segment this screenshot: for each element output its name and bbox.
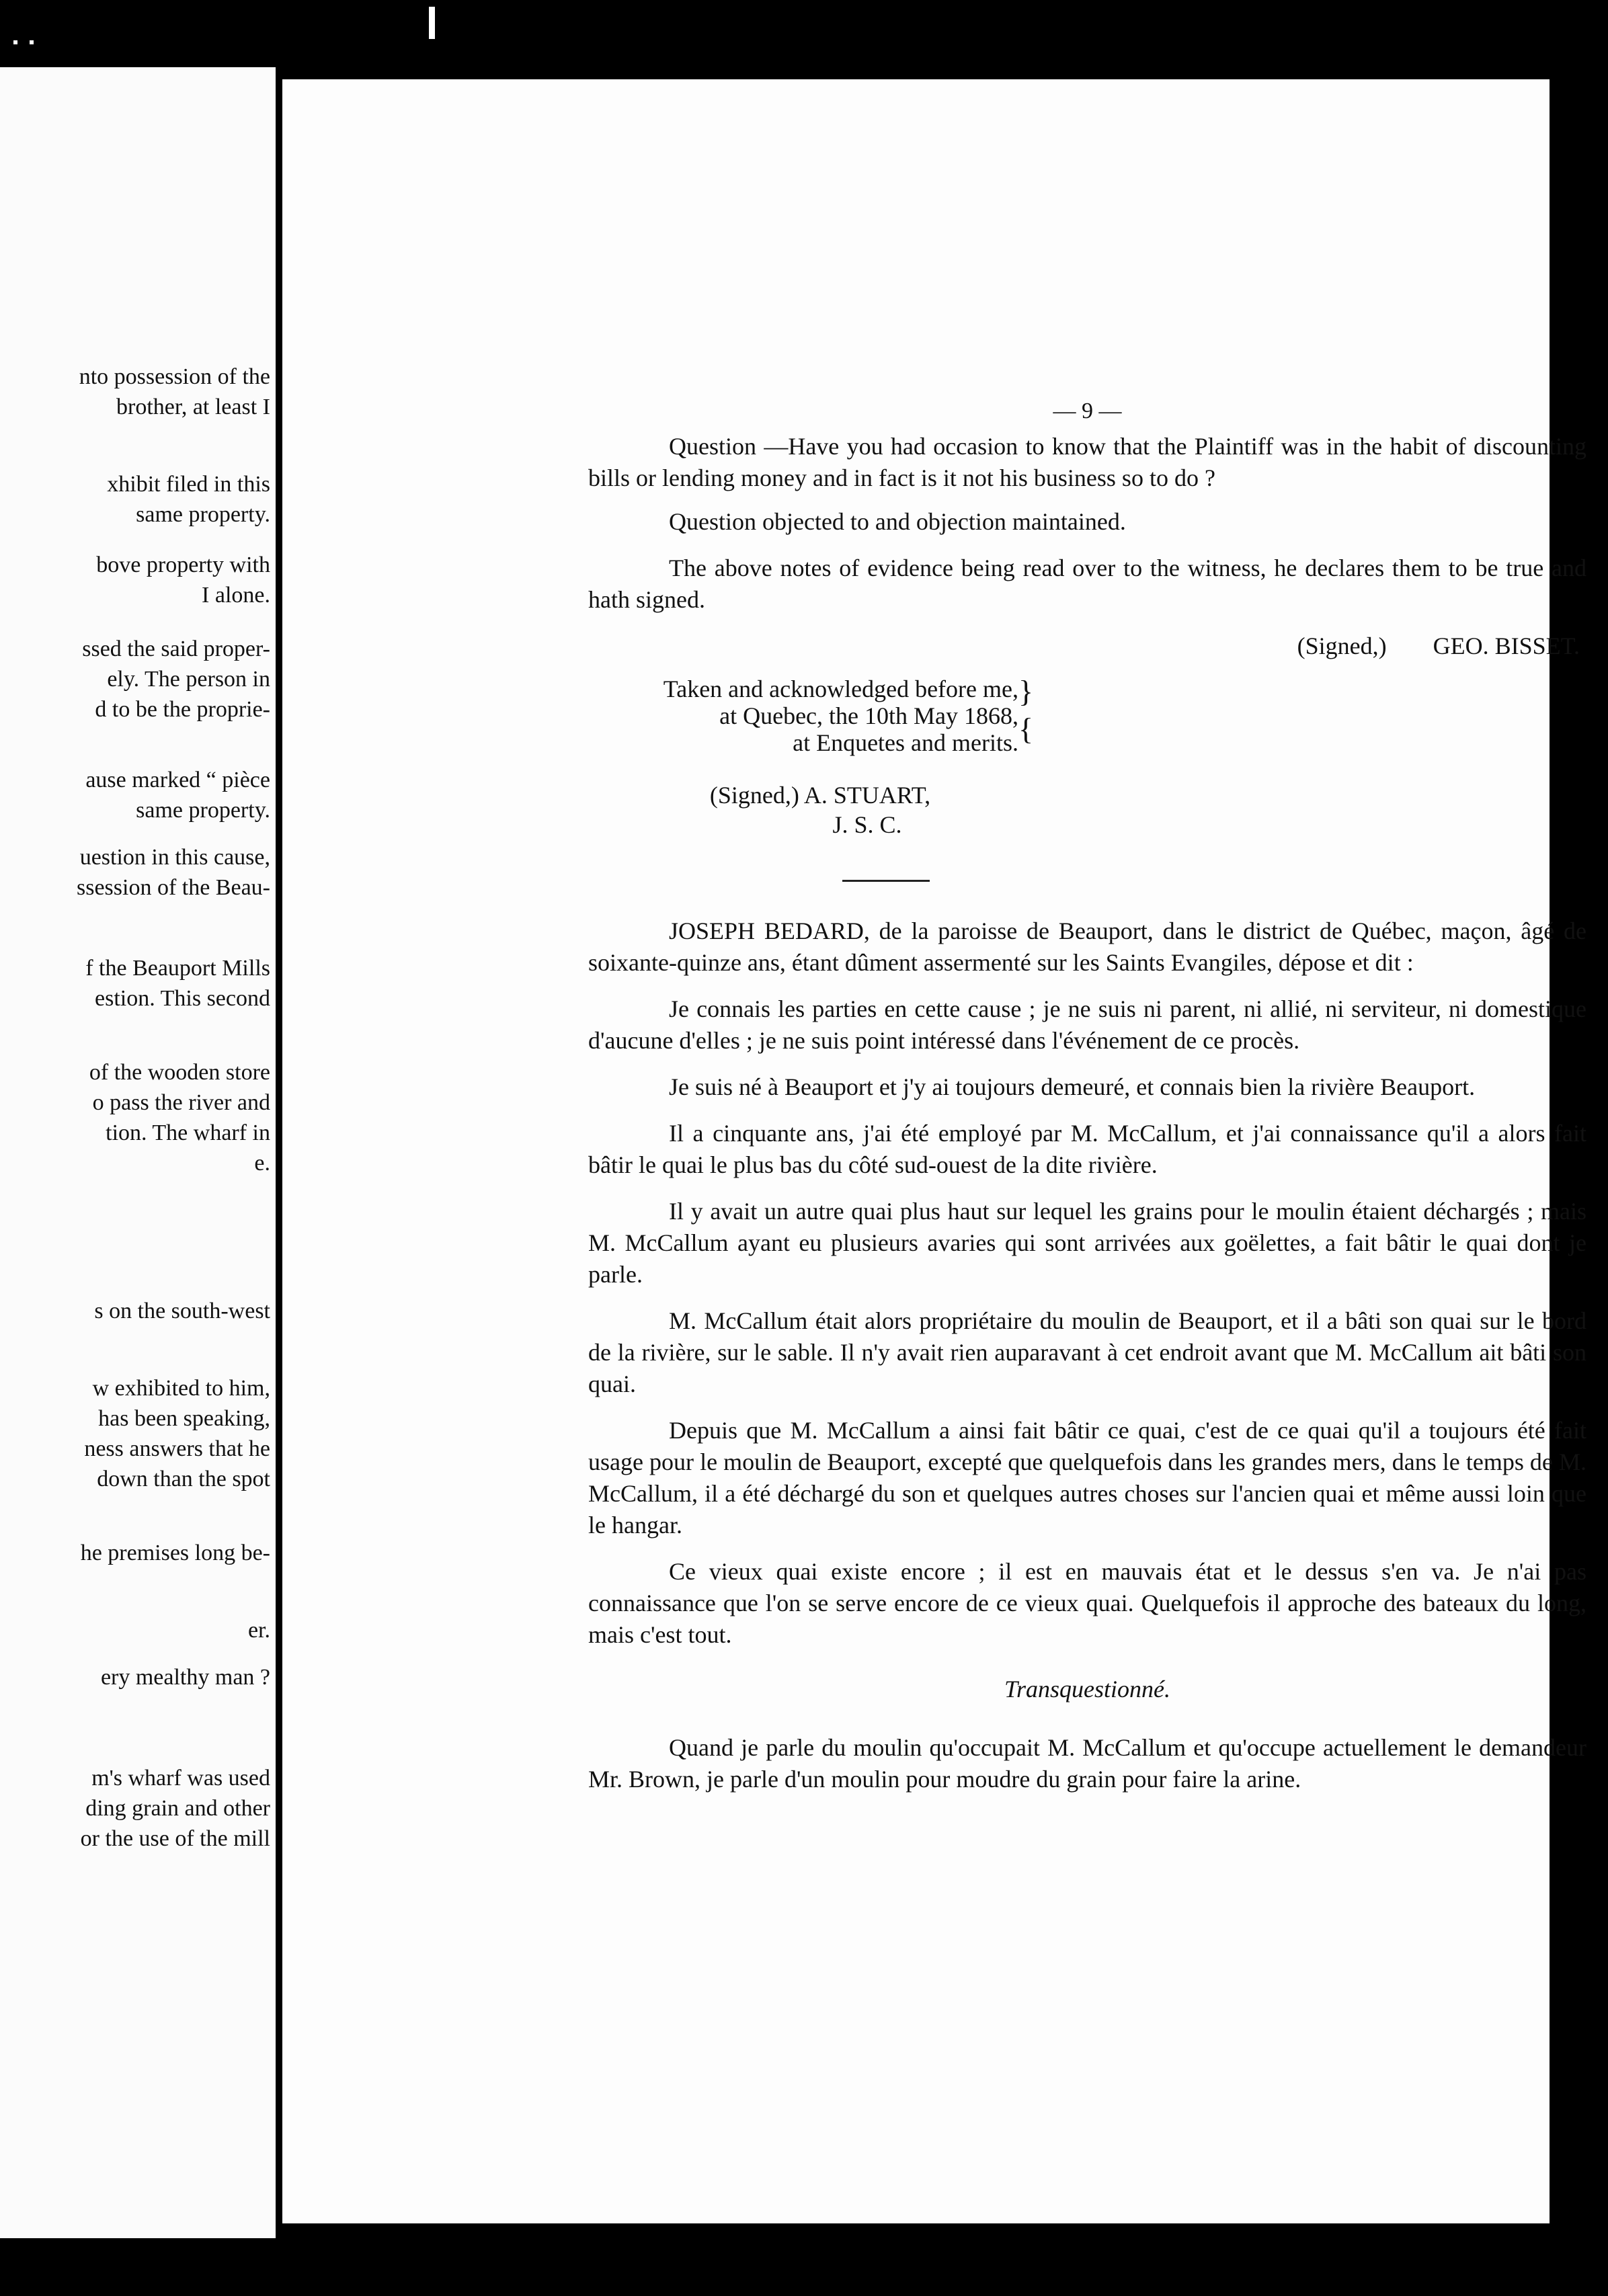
brace-mark: { <box>1018 712 1034 746</box>
left-page-line: e. <box>254 1151 270 1176</box>
left-page-line: d to be the proprie- <box>95 697 270 722</box>
left-page-line: ssession of the Beau- <box>76 875 270 900</box>
left-page-line: ding grain and other <box>85 1796 270 1821</box>
left-page-line: ause marked “ pièce <box>85 768 270 792</box>
ack-line: Taken and acknowledged before me, <box>663 675 1018 702</box>
deponent-intro: JOSEPH BEDARD, de la paroisse de Beauport, dans le district de Québec, maçon, âgé de soixante-quinze ans, étant dûment assermenté sur les Saints Evangiles, dépose et dit : <box>588 917 1586 976</box>
film-mark <box>13 40 17 44</box>
section-divider <box>842 880 930 882</box>
left-page-line: has been speaking, <box>98 1406 270 1431</box>
page-number: — 9 — <box>1053 399 1122 423</box>
read-over-paragraph: The above notes of evidence being read over to the witness, he declares them to be true and hath signed. <box>588 555 1586 613</box>
acknowledgement-block <box>588 675 1586 839</box>
left-page-line: or the use of the mill <box>80 1826 270 1851</box>
brace-mark: } <box>1018 674 1034 708</box>
left-page-line: er. <box>247 1618 270 1643</box>
film-mark <box>429 7 435 39</box>
signed-label: (Signed,) <box>1297 632 1387 659</box>
testimony-paragraph: Je connais les parties en cette cause ; je ne suis ni parent, ni allié, ni serviteur, ni domestique d'aucune d'elles ; je ne suis point intéressé dans l'événement de ce procès. <box>588 995 1586 1054</box>
left-page-fragment <box>0 67 276 2238</box>
left-page-line: same property. <box>136 502 270 527</box>
left-page-line: he premises long be- <box>80 1541 270 1565</box>
ack-line: at Quebec, the 10th May 1868, <box>719 702 1018 729</box>
testimony-paragraph: Il y avait un autre quai plus haut sur lequel les grains pour le moulin étaient déchargés ; mais M. McCallum ayant eu plusieurs avaries qui sont arrivées aux goëlettes, a fait bâtir le quai dont je parle. <box>588 1198 1586 1288</box>
left-page-line: w exhibited to him, <box>92 1376 270 1401</box>
page-body <box>588 395 1586 1810</box>
left-page-line: brother, at least I <box>116 395 270 419</box>
witness-name: GEO. BISSET. <box>1433 632 1580 659</box>
judge-signature <box>588 780 1052 839</box>
acknowledgement-text <box>588 675 1018 756</box>
left-page-line: same property. <box>136 798 270 823</box>
left-page-line: f the Beauport Mills <box>85 956 270 981</box>
testimony-paragraph: Je suis né à Beauport et j'y ai toujours demeuré, et connais bien la rivière Beauport. <box>669 1073 1476 1100</box>
testimony-paragraph: Ce vieux quai existe encore ; il est en mauvais état et le dessus s'en va. Je n'ai pas connaissance que l'on se serve encore de ce vieux quai. Quelquefois il approche des bateaux du long, mais c'est tout. <box>588 1558 1586 1648</box>
left-page-line: uestion in this cause, <box>79 845 270 870</box>
left-page-line: xhibit filed in this <box>107 472 270 497</box>
question-paragraph: Question —Have you had occasion to know that the Plaintiff was in the habit of discounting bills or lending money and in fact is it not his business so to do ? <box>588 433 1586 491</box>
witness-signature <box>588 630 1580 662</box>
cross-examination-paragraph: Quand je parle du moulin qu'occupait M. McCallum et qu'occupe actuellement le demandeur Mr. Brown, je parle d'un moulin pour moudre du grain pour faire la arine. <box>588 1734 1586 1793</box>
judge-title: J. S. C. <box>832 811 902 838</box>
left-page-line: bove property with <box>96 552 270 577</box>
testimony-paragraph: Depuis que M. McCallum a ainsi fait bâtir ce quai, c'est de ce quai qu'il a toujours été fait usage pour le moulin de Beauport, excepté que quelquefois dans les grandes mers, dans le temps de M. McCallum, il a été déchargé du son et quelques autres choses sur l'ancien quai et même aussi loin que le hangar. <box>588 1417 1586 1539</box>
left-page-line: I alone. <box>202 583 270 608</box>
judge-signed: (Signed,) A. STUART, <box>709 782 931 809</box>
document-page <box>282 79 1586 2223</box>
film-mark <box>30 40 34 44</box>
left-page-line: s on the south-west <box>94 1299 270 1323</box>
left-page-line: of the wooden store <box>89 1060 270 1085</box>
left-page-line: ness answers that he <box>84 1436 270 1461</box>
testimony-paragraph: Il a cinquante ans, j'ai été employé par M. McCallum, et j'ai connaissance qu'il a alors fait bâtir le quai le plus bas du côté sud-ouest de la dite rivière. <box>588 1120 1586 1178</box>
testimony-paragraph: M. McCallum était alors propriétaire du moulin de Beauport, et il a bâti son quai sur le bord de la rivière, sur le sable. Il n'y avait rien auparavant à cet endroit avant que M. McCallum ait bâti son quai. <box>588 1307 1586 1397</box>
left-page-line: o pass the river and <box>92 1090 270 1115</box>
left-page-line: ely. The person in <box>107 667 270 692</box>
left-page-line: down than the spot <box>97 1467 270 1491</box>
left-page-line: estion. This second <box>95 986 270 1011</box>
ack-line: at Enquetes and merits. <box>793 729 1018 756</box>
left-page-line: ssed the said proper- <box>82 637 270 661</box>
cross-examination-heading: Transquestionné. <box>1004 1676 1171 1703</box>
left-page-line: nto possession of the <box>79 364 270 389</box>
left-page-line: tion. The wharf in <box>106 1120 270 1145</box>
objection-paragraph: Question objected to and objection maintained. <box>669 508 1126 535</box>
left-page-line: m's wharf was used <box>91 1766 270 1791</box>
left-page-line: ery mealthy man ? <box>100 1665 270 1690</box>
